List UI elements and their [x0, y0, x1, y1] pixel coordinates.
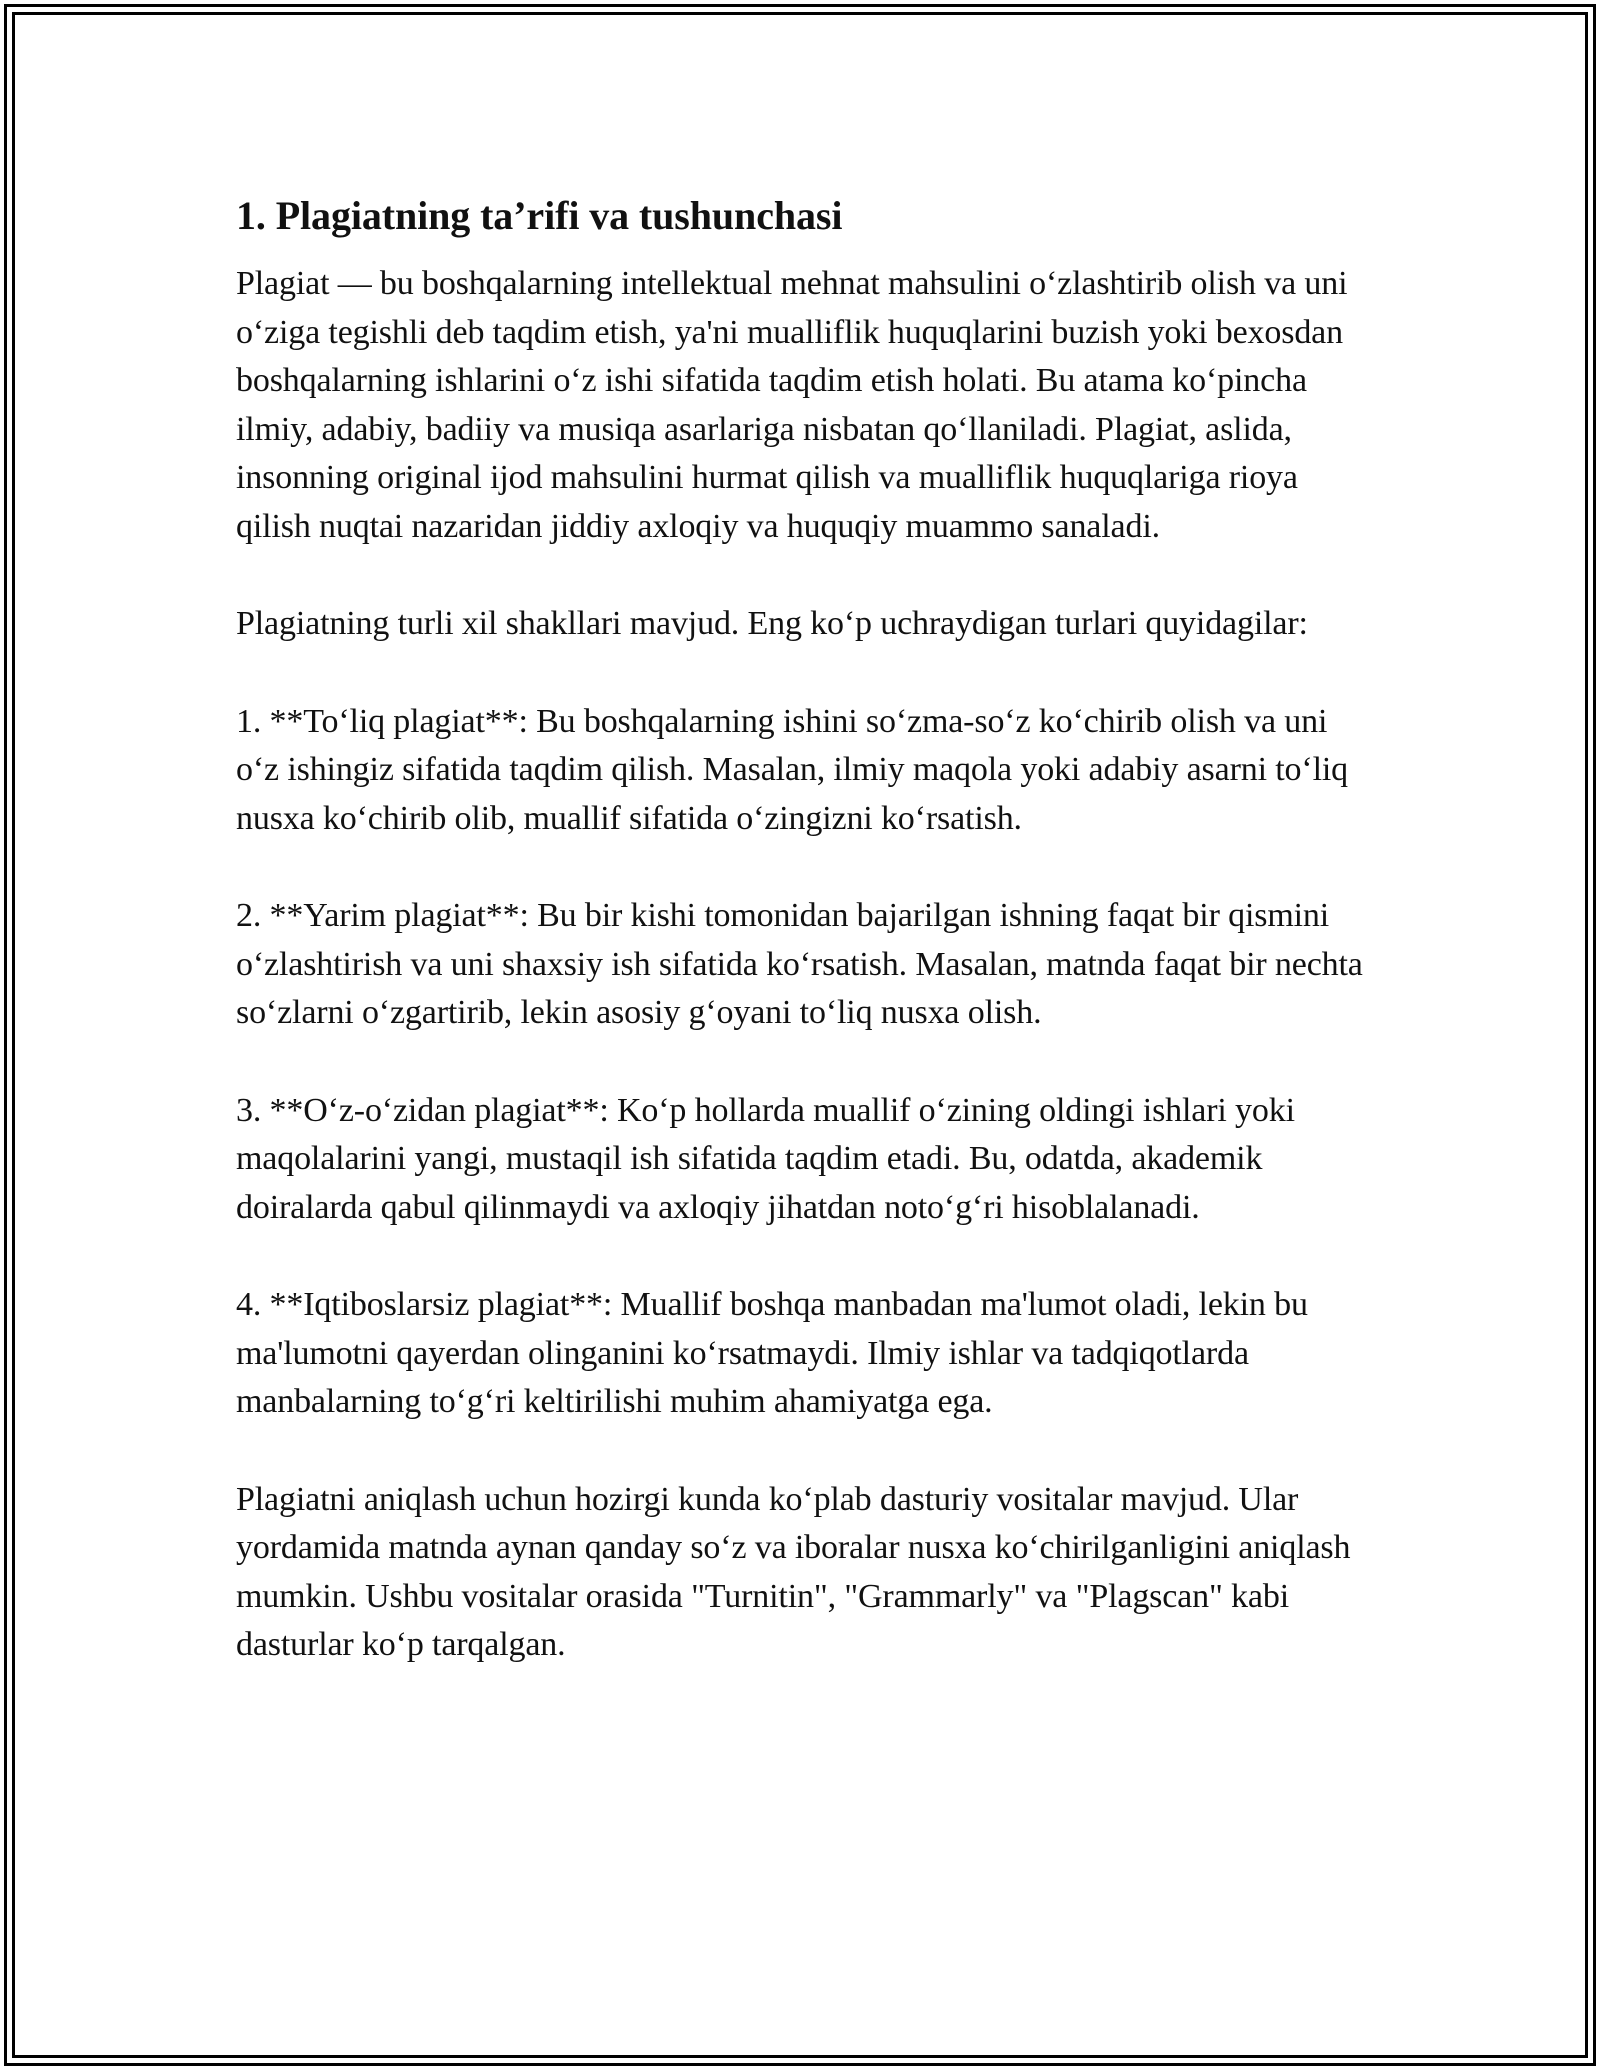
paragraph-detection-tools: Plagiatni aniqlash uchun hozirgi kunda ko‘plab dasturiy vositalar mavjud. Ular yordamida matnda aynan qanday so‘z va iboralar nusxa ko‘chirilganligini aniqlash mumkin. Ushbu vositalar orasida "Turnitin", "Grammarly" va "Plagscan" kabi dasturlar ko‘p tarqalgan.	[236, 1480, 1351, 1663]
paragraph-definition: Plagiat — bu boshqalarning intellektual mehnat mahsulini o‘zlashtirib olish va uni o‘ziga tegishli deb taqdim etish, ya'ni mualliflik huquqlarini buzish yoki bexosdan boshqalarning ishlarini o‘z ishi sifatida taqdim etish holati. Bu atama ko‘pincha ilmiy, adabiy, badiiy va musiqa asarlariga nisbatan qo‘llaniladi. Plagiat, aslida, insonning original ijod mahsulini hurmat qilish va mualliflik huquqlariga rioya qilish nuqtai nazaridan jiddiy axloqiy va huquqiy muammo sanaladi.	[236, 265, 1348, 545]
paragraph-uncited-plagiarism: 4. **Iqtiboslarsiz plagiat**: Muallif boshqa manbadan ma'lumot oladi, lekin bu ma'lumotni qayerdan olinganini ko‘rsatmaydi. Ilmiy ishlar va tadqiqotlarda manbalarning to‘g‘ri keltirilishi muhim ahamiyatga ega.	[236, 1286, 1308, 1420]
document-body	[236, 190, 1366, 1719]
paragraph-self-plagiarism: 3. **O‘z-o‘zidan plagiat**: Ko‘p hollarda muallif o‘zining oldingi ishlari yoki maqolalarini yangi, mustaqil ish sifatida taqdim etadi. Bu, odatda, akademik doiralarda qabul qilinmaydi va axloqiy jihatdan noto‘g‘ri hisoblalanadi.	[236, 1091, 1295, 1226]
paragraph-partial-plagiarism: 2. **Yarim plagiat**: Bu bir kishi tomonidan bajarilgan ishning faqat bir qismini o‘zlashtirish va uni shaxsiy ish sifatida ko‘rsatish. Masalan, matnda faqat bir nechta so‘zlarni o‘zgartirib, lekin asosiy g‘oyani to‘liq nusxa olish.	[236, 897, 1363, 1031]
paragraph-full-plagiarism: 1. **To‘liq plagiat**: Bu boshqalarning ishini so‘zma-so‘z ko‘chirib olish va uni o‘z ishingiz sifatida taqdim qilish. Masalan, ilmiy maqola yoki adabiy asarni to‘liq nusxa ko‘chirib olib, muallif sifatida o‘zingizni ko‘rsatish.	[236, 702, 1349, 837]
paragraph-forms-intro: Plagiatning turli xil shakllari mavjud. Eng ko‘p uchraydigan turlari quyidagilar:	[236, 605, 1308, 642]
section-heading: 1. Plagiatning ta’rifi va tushunchasi	[236, 193, 843, 238]
